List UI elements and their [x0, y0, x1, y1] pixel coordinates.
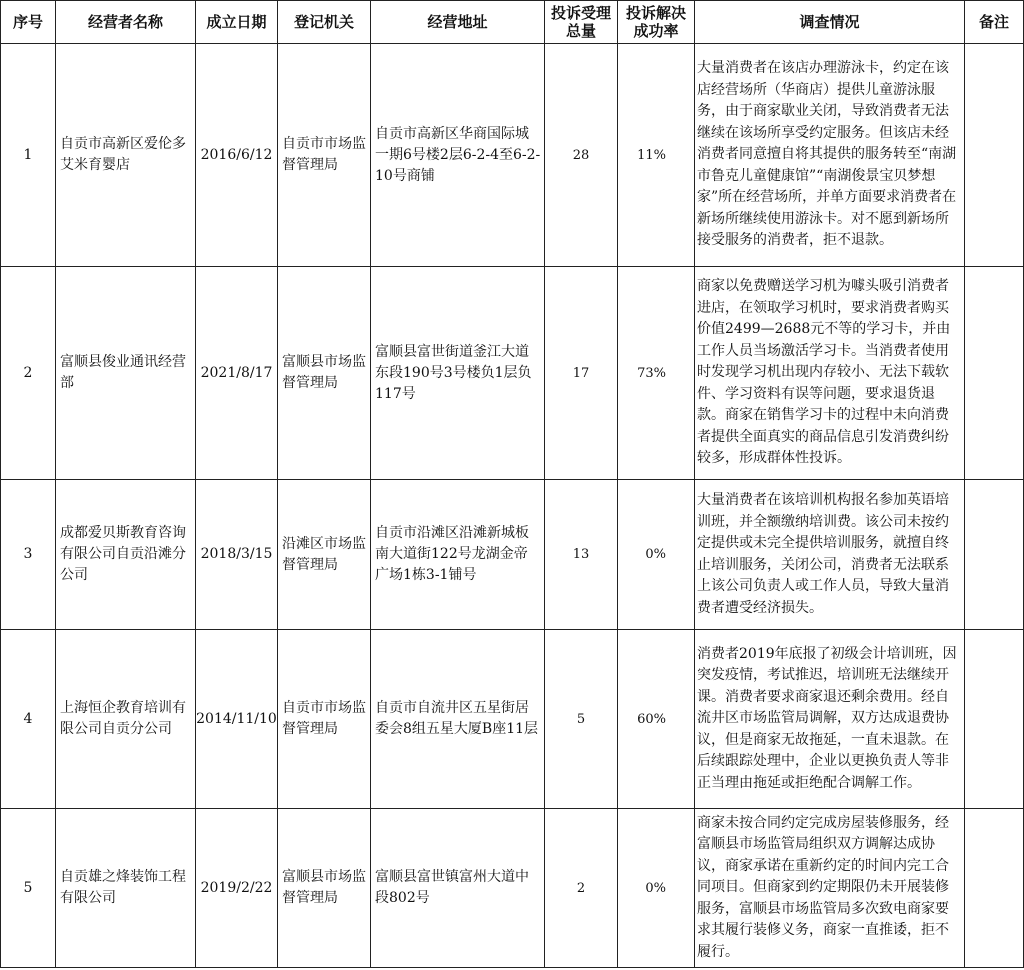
- cell-name: 富顺县俊业通讯经营部: [56, 267, 196, 480]
- cell-authority: 自贡市市场监督管理局: [278, 630, 371, 809]
- cell-address: 自贡市沿滩区沿滩新城板南大道街122号龙湖金帝广场1栋3-1铺号: [371, 480, 545, 630]
- cell-authority: 自贡市市场监督管理局: [278, 44, 371, 267]
- cell-remarks: [965, 44, 1024, 267]
- cell-investigation: 消费者2019年底报了初级会计培训班，因突发疫情，考试推迟，培训班无法继续开课。消费者要求商家退还剩余费用。经自流井区市场监管局调解，双方达成退费协议，但是商家无故拖延，一直未退款。在后续跟踪处理中，企业以更换负责人等非正当理由拖延或拒绝配合调解工作。: [695, 630, 965, 809]
- cell-rate: 11%: [618, 44, 695, 267]
- header-remarks: 备注: [965, 1, 1024, 44]
- cell-complaints: 13: [545, 480, 618, 630]
- cell-rate: 0%: [618, 480, 695, 630]
- cell-address: 自贡市高新区华商国际城一期6号楼2层6-2-4至6-2-10号商铺: [371, 44, 545, 267]
- cell-index: 2: [1, 267, 56, 480]
- cell-index: 5: [1, 809, 56, 968]
- table-row: [1, 44, 1024, 267]
- table-row: [1, 809, 1024, 968]
- cell-remarks: [965, 809, 1024, 968]
- cell-investigation: 商家以免费赠送学习机为噱头吸引消费者进店，在领取学习机时，要求消费者购买价值2499—2688元不等的学习卡，并由工作人员当场激活学习卡。当消费者使用时发现学习机出现内存较小、无法下载软件、学习资料有误等问题，要求退货退款。商家在销售学习卡的过程中未向消费者提供全面真实的商品信息引发消费纠纷较多，形成群体性投诉。: [695, 267, 965, 480]
- cell-rate: 73%: [618, 267, 695, 480]
- header-row: [1, 1, 1024, 44]
- table-row: [1, 630, 1024, 809]
- cell-authority: 沿滩区市场监督管理局: [278, 480, 371, 630]
- cell-remarks: [965, 630, 1024, 809]
- header-rate-line1: 投诉解决: [625, 4, 686, 22]
- cell-complaints: 2: [545, 809, 618, 968]
- header-date: 成立日期: [196, 1, 278, 44]
- header-rate-line2: 成功率: [633, 22, 679, 40]
- cell-address: 富顺县富世镇富州大道中段802号: [371, 809, 545, 968]
- cell-address: 自贡市自流井区五星街居委会8组五星大厦B座11层: [371, 630, 545, 809]
- header-investigation: 调查情况: [695, 1, 965, 44]
- cell-index: 3: [1, 480, 56, 630]
- cell-date: 2021/8/17: [196, 267, 278, 480]
- table-row: [1, 267, 1024, 480]
- header-address: 经营地址: [371, 1, 545, 44]
- header-name: 经营者名称: [56, 1, 196, 44]
- cell-name: 自贡雄之烽装饰工程有限公司: [56, 809, 196, 968]
- cell-investigation: 大量消费者在该店办理游泳卡，约定在该店经营场所（华商店）提供儿童游泳服务，由于商家歇业关闭，导致消费者无法继续在该场所享受约定服务。但该店未经消费者同意擅自将其提供的服务转至“南湖市鲁克儿童健康馆”“南湖俊景宝贝梦想家”所在经营场所，并单方面要求消费者在新场所继续使用游泳卡。对不愿到新场所接受服务的消费者，拒不退款。: [695, 44, 965, 267]
- header-index: 序号: [1, 1, 56, 44]
- cell-rate: 60%: [618, 630, 695, 809]
- header-complaints-line1: 投诉受理: [550, 4, 611, 22]
- cell-index: 4: [1, 630, 56, 809]
- cell-authority: 富顺县市场监督管理局: [278, 809, 371, 968]
- cell-rate: 0%: [618, 809, 695, 968]
- cell-index: 1: [1, 44, 56, 267]
- cell-complaints: 28: [545, 44, 618, 267]
- cell-remarks: [965, 267, 1024, 480]
- header-complaints: [545, 1, 618, 44]
- cell-complaints: 17: [545, 267, 618, 480]
- header-rate: [618, 1, 695, 44]
- cell-authority: 富顺县市场监督管理局: [278, 267, 371, 480]
- cell-address: 富顺县富世街道釜江大道东段190号3号楼负1层负117号: [371, 267, 545, 480]
- header-authority: 登记机关: [278, 1, 371, 44]
- header-complaints-line2: 总量: [565, 22, 596, 40]
- cell-date: 2018/3/15: [196, 480, 278, 630]
- cell-name: 成都爱贝斯教育咨询有限公司自贡沿滩分公司: [56, 480, 196, 630]
- cell-investigation: 商家未按合同约定完成房屋装修服务，经富顺县市场监管局组织双方调解达成协议，商家承诺在重新约定的时间内完工合同项目。但商家到约定期限仍未开展装修服务，富顺县市场监管局多次致电商家要求其履行装修义务，商家一直推诿，拒不履行。: [695, 809, 965, 968]
- cell-name: 自贡市高新区爱伦多艾米育婴店: [56, 44, 196, 267]
- cell-investigation: 大量消费者在该培训机构报名参加英语培训班，并全额缴纳培训费。该公司未按约定提供或未完全提供培训服务，就擅自终止培训服务，关闭公司，消费者无法联系上该公司负责人或工作人员，导致大量消费者遭受经济损失。: [695, 480, 965, 630]
- cell-date: 2016/6/12: [196, 44, 278, 267]
- table-row: [1, 480, 1024, 630]
- cell-date: 2019/2/22: [196, 809, 278, 968]
- cell-name: 上海恒企教育培训有限公司自贡分公司: [56, 630, 196, 809]
- cell-remarks: [965, 480, 1024, 630]
- cell-complaints: 5: [545, 630, 618, 809]
- cell-date: 2014/11/10: [196, 630, 278, 809]
